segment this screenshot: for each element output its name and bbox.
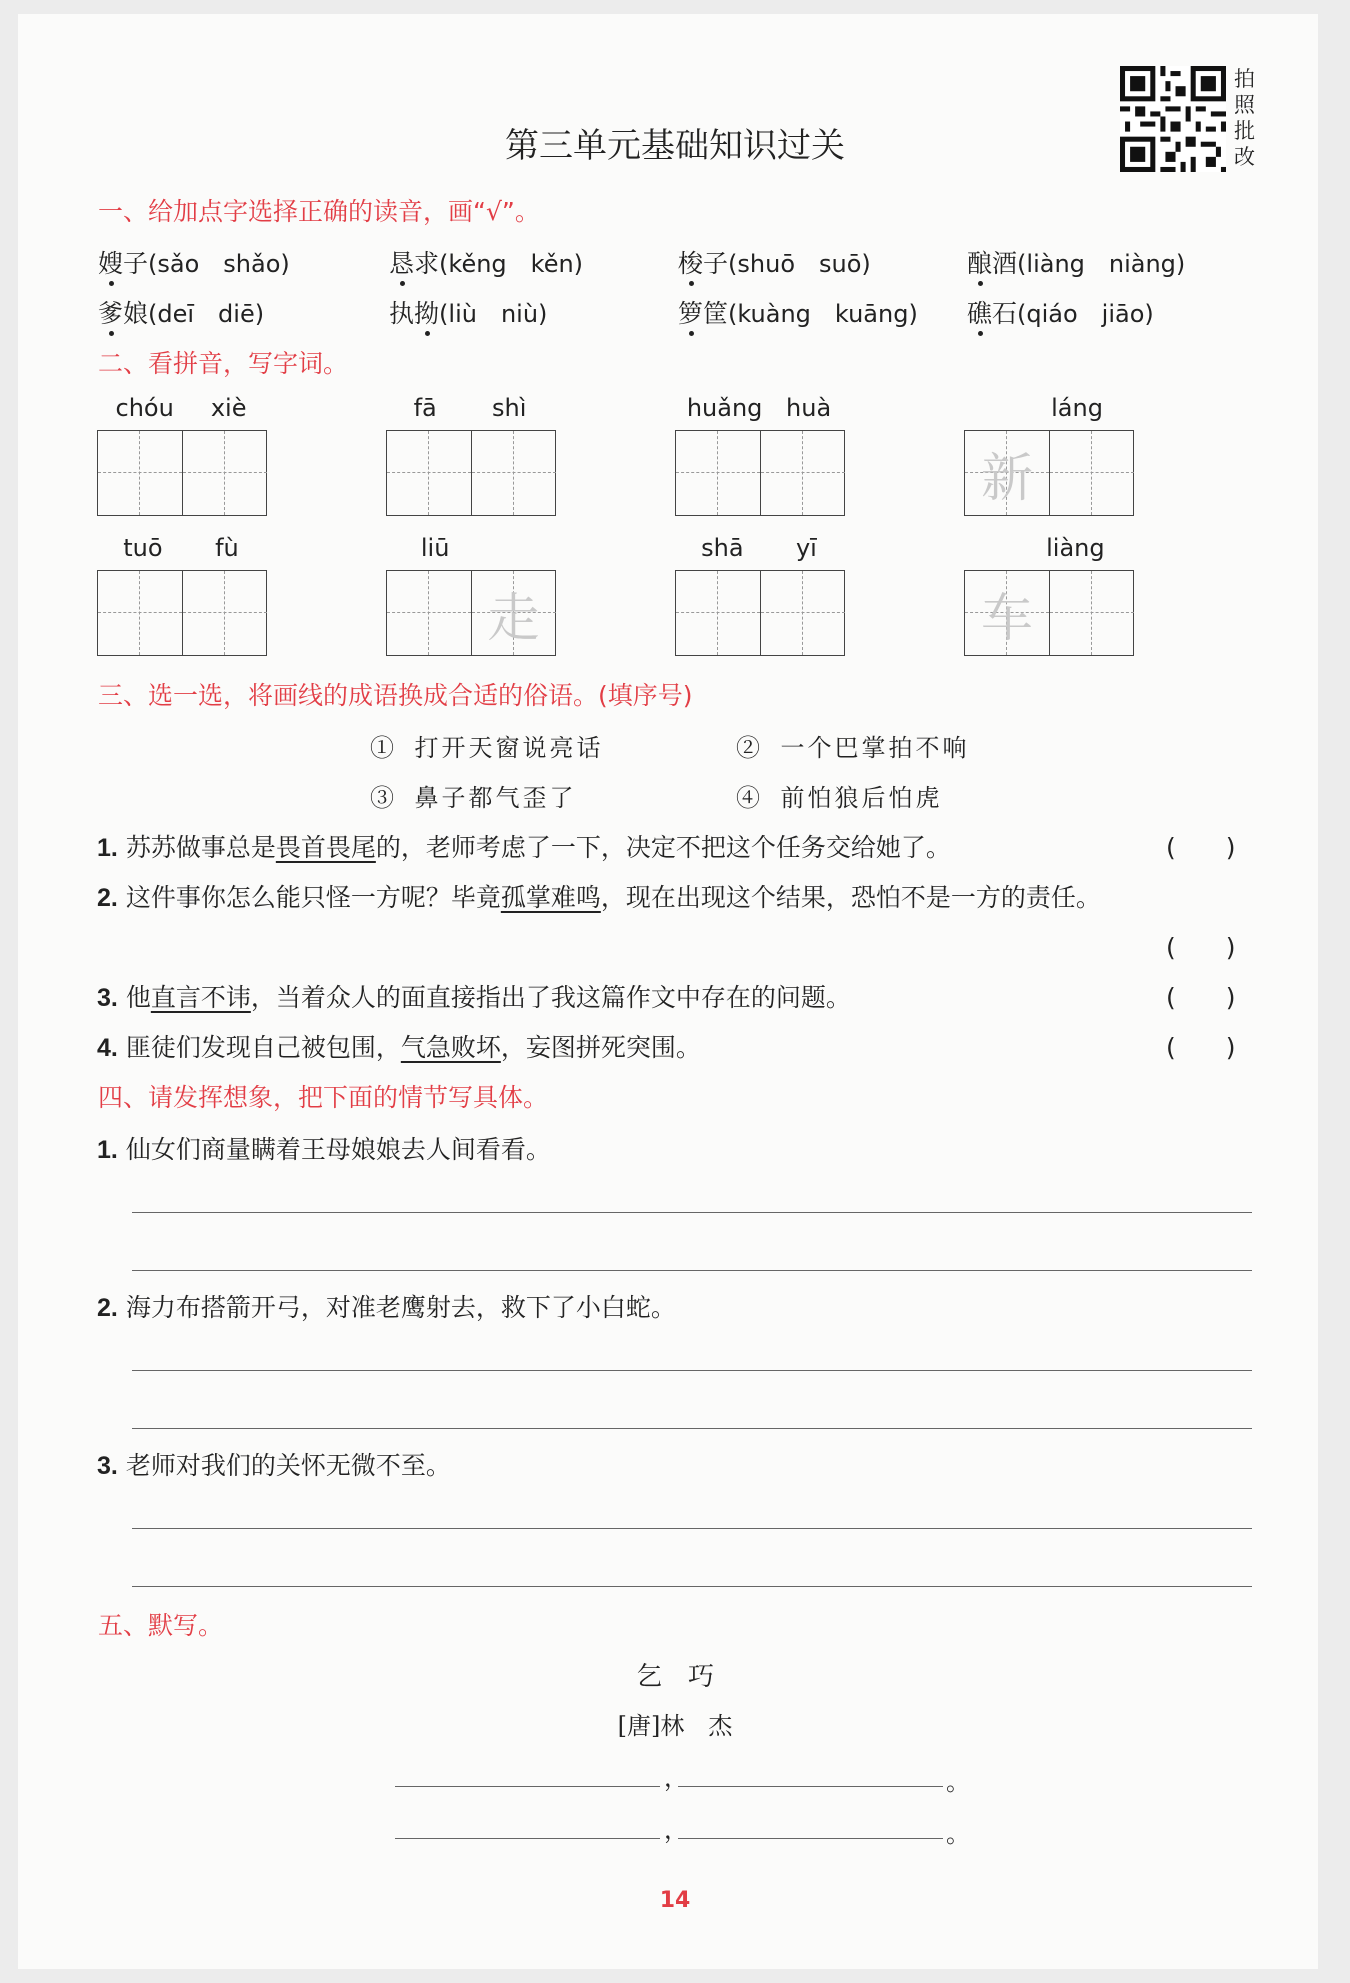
section-2-heading: 二、看拼音，写字词。: [98, 349, 349, 378]
poem-blank[interactable]: [678, 1786, 943, 1787]
period: 。: [946, 1768, 970, 1796]
answer-blank[interactable]: ( ): [1166, 833, 1236, 862]
question-3: 3. 他直言不讳，当着众人的面直接指出了我这篇作文中存在的问题。: [97, 983, 851, 1012]
prompt-1: 1. 仙女们商量瞒着王母娘娘去人间看看。: [97, 1135, 551, 1164]
answer-blank[interactable]: ( ): [1166, 983, 1236, 1012]
answer-line[interactable]: [132, 1370, 1252, 1371]
pinyin-label: liàng: [1046, 534, 1105, 562]
writing-grid[interactable]: [97, 570, 267, 656]
question-1: 1. 苏苏做事总是畏首畏尾的，老师考虑了一下，决定不把这个任务交给她了。: [97, 833, 951, 862]
prompt-2: 2. 海力布搭箭开弓，对准老鹰射去，救下了小白蛇。: [97, 1293, 676, 1322]
question-2: 2. 这件事你怎么能只怪一方呢？毕竟孤掌难鸣，现在出现这个结果，恐怕不是一方的责任。: [97, 883, 1101, 912]
writing-grid[interactable]: [386, 430, 556, 516]
reading-item: 爹娘(deī diē): [98, 299, 265, 328]
writing-grid[interactable]: 车: [964, 570, 1134, 656]
option-item: ④ 前怕狼后怕虎: [736, 784, 943, 812]
page-number: 14: [659, 1888, 691, 1913]
answer-blank[interactable]: ( ): [1166, 933, 1236, 962]
poem-title: 乞 巧: [635, 1662, 714, 1692]
comma: ，: [664, 1764, 688, 1792]
scan-grading-label: 拍 照 批 改: [1234, 67, 1255, 169]
poem-author: [唐]林 杰: [617, 1712, 733, 1740]
writing-grid[interactable]: [675, 430, 845, 516]
reading-item: 嫂子(sǎo shǎo): [98, 249, 290, 278]
qr-code-icon: [1120, 66, 1226, 172]
reading-item: 礁石(qiáo jiāo): [967, 299, 1154, 328]
answer-line[interactable]: [132, 1212, 1252, 1213]
writing-grid[interactable]: [675, 570, 845, 656]
reading-item: 梭子(shuō suō): [678, 249, 871, 278]
pinyin-label: fā shì: [413, 394, 527, 422]
pinyin-label: shā yī: [701, 534, 817, 562]
section-3-heading: 三、选一选，将画线的成语换成合适的俗语。(填序号): [98, 681, 693, 710]
answer-line[interactable]: [132, 1270, 1252, 1271]
answer-blank[interactable]: ( ): [1166, 1033, 1236, 1062]
writing-grid[interactable]: 新: [964, 430, 1134, 516]
answer-line[interactable]: [132, 1528, 1252, 1529]
section-1-heading: 一、给加点字选择正确的读音，画“√”。: [98, 197, 540, 226]
pinyin-label: liū: [420, 534, 450, 562]
reading-item: 执拗(liù niù): [389, 299, 548, 328]
section-4-heading: 四、请发挥想象，把下面的情节写具体。: [98, 1083, 549, 1112]
answer-line[interactable]: [132, 1586, 1252, 1587]
writing-grid[interactable]: 走: [386, 570, 556, 656]
prompt-3: 3. 老师对我们的关怀无微不至。: [97, 1451, 451, 1480]
poem-blank[interactable]: [395, 1838, 660, 1839]
pinyin-label: tuō fù: [123, 534, 239, 562]
comma: ，: [664, 1816, 688, 1844]
question-4: 4. 匪徒们发现自己被包围，气急败坏，妄图拼死突围。: [97, 1033, 701, 1062]
reading-item: 箩筐(kuàng kuāng): [678, 299, 918, 328]
period: 。: [946, 1820, 970, 1848]
poem-blank[interactable]: [395, 1786, 660, 1787]
option-item: ③ 鼻子都气歪了: [370, 784, 577, 812]
pinyin-label: chóu xiè: [115, 394, 247, 422]
section-5-heading: 五、默写。: [98, 1611, 224, 1640]
pinyin-label: huǎng huà: [686, 394, 832, 422]
writing-grid[interactable]: [97, 430, 267, 516]
option-item: ① 打开天窗说亮话: [370, 734, 604, 762]
poem-blank[interactable]: [678, 1838, 943, 1839]
reading-item: 恳求(kěng kěn): [389, 249, 584, 278]
pinyin-label: láng: [1051, 394, 1103, 422]
reading-item: 酿酒(liàng niàng): [967, 249, 1186, 278]
page-title: 第三单元基础知识过关: [505, 126, 845, 166]
answer-line[interactable]: [132, 1428, 1252, 1429]
option-item: ② 一个巴掌拍不响: [736, 734, 970, 762]
